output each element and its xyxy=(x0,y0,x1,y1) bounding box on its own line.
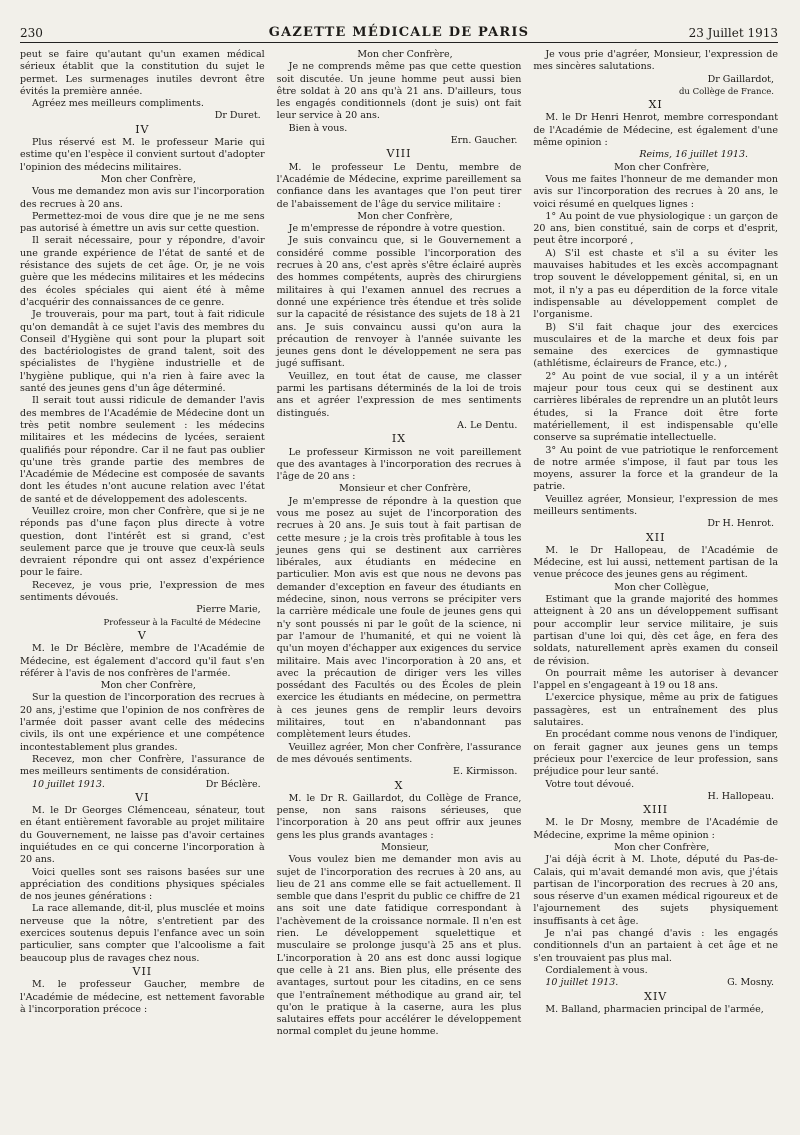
signature: Pierre Marie, xyxy=(196,604,261,616)
salutation: Mon cher Confrère, xyxy=(100,680,196,692)
section-heading: XIV xyxy=(644,989,668,1003)
paragraph: B) S'il fait chaque jour des exercices musculaires et de la marche et deux fois par semaine des exercices de gymnastique (athlétisme, éclaireurs de France, etc.) , xyxy=(533,321,779,370)
paragraph: Le professeur Kirmisson ne voit pareillement que des avantages à l'incorporation des recrues à l'âge de 20 ans : xyxy=(276,446,522,483)
paragraph: Je n'ai pas changé d'avis : les engagés conditionnels d'un an partaient à cet âge et ne s'en trouvaient pas plus mal. xyxy=(533,928,779,964)
paragraph: M. le Dr Béclère, membre de l'Académie de Médecine, est également d'accord qu'il faut s'en référer à l'avis de nos confrères de l'armée. xyxy=(20,643,265,679)
signature: E. Kirmisson. xyxy=(453,766,518,778)
salutation: Mon cher Confrère, xyxy=(357,49,453,60)
paragraph: M. le Dr R. Gaillardot, du Collège de France, pense, non sans raisons sérieuses, que l'incorporation à 20 ans peut offrir aux jeunes gens les plus grands avantages : xyxy=(276,792,522,841)
letter-date: 10 juillet 1913. xyxy=(545,977,619,989)
paragraph: peut se faire qu'autant qu'un examen médical sérieux établit que la constitution du sujet le permet. Les surmenages inutiles devront être évités la première année. xyxy=(20,49,265,97)
section-heading: XI xyxy=(648,98,663,112)
paragraph: Je suis convaincu que, si le Gouvernement a considéré comme possible l'incorporation des recrues à 20 ans, c'est après s'être éclairé auprès des hommes compétents, auprès des chirurgiens militaires à qui l'examen annuel des recrues a donné une expérience très étendue et très solide sur la capacité de résistance des sujets de 18 à 21 ans. Je suis convaincu aussi qu'on aura la précaution de renvoyer à l'année suivante les jeunes gens dont le développement ne sera pas jugé suffisant. xyxy=(276,235,522,370)
section-heading: IX xyxy=(391,432,407,446)
paragraph: A) S'il est chaste et s'il a su éviter les mauvaises habitudes et les excès accompagnant trop souvent le développement génital, si, en un mot, il n'y a pas eu déperdition de la force vitale indispensable au développement complet de l'organisme. xyxy=(533,247,779,321)
paragraph: L'exercice physique, même au prix de fatigues passagères, est un entraînement des plus salutaires. xyxy=(533,692,779,729)
date-signature-row xyxy=(533,977,778,989)
salutation: Mon cher Confrère, xyxy=(100,173,196,185)
paragraph: 3° Au point de vue patriotique le renforcement de notre armée s'impose, il faut par tous les moyens, assurer la force et la grandeur de la patrie. xyxy=(533,444,779,493)
issue-date: 23 Juillet 1913 xyxy=(688,26,778,40)
paragraph: Veuillez, en tout état de cause, me classer parmi les partisans déterminés de la loi de trois ans et agréer l'expression de mes sentiments distingués. xyxy=(276,370,522,419)
paragraph: Sur la question de l'incorporation des recrues à 20 ans, j'estime que l'opinion de nos confrères de l'armée doit passer avant celle des médecins civils, ils ont une expérience et une compétence incontestablement plus grandes. xyxy=(20,692,265,753)
section-heading: XIII xyxy=(643,803,669,817)
paragraph: Voici quelles sont ses raisons basées sur une appréciation des conditions physiques spéciales de nos jeunes générations : xyxy=(20,866,265,903)
paragraph: M. le Dr Georges Clémenceau, sénateur, tout en étant entièrement favorable au projet militaire du Gouvernement, ne laisse pas d'avoir certaines inquiétudes en ce qui concerne l'incorporation à 20 ans. xyxy=(20,805,265,866)
section-heading: X xyxy=(394,778,404,792)
paragraph: Vous me demandez mon avis sur l'incorporation des recrues à 20 ans. xyxy=(20,186,265,210)
paragraph: La race allemande, dit-il, plus musclée et moins nerveuse que la nôtre, s'entretient par des exercices soutenus depuis l'enfance avec un soin particulier, sans compter que l'alcoolisme a fait beaucoup plus de ravages chez nous. xyxy=(20,903,265,964)
signature: Dr H. Henrot. xyxy=(707,518,775,530)
paragraph: Recevez, je vous prie, l'expression de mes sentiments dévoués. xyxy=(20,579,265,604)
paragraph: Vous me faites l'honneur de me demander mon avis sur l'incorporation des recrues à 20 ans, le voici résumé en quelques lignes : xyxy=(533,173,779,210)
paragraph: M. le Dr Henri Henrot, membre correspondant de l'Académie de Médecine, est également d'une même opinion : xyxy=(533,112,779,149)
column-middle xyxy=(277,49,522,1039)
column-left xyxy=(20,49,265,1039)
letter-date: Reims, 16 juillet 1913. xyxy=(639,149,749,161)
signature: A. Le Dentu. xyxy=(457,419,518,431)
section-heading: VI xyxy=(135,790,150,804)
paragraph: Je ne comprends même pas que cette question soit discutée. Un jeune homme peut aussi bien être soldat à 20 ans qu'à 21 ans. D'ailleurs, tous les engagés conditionnels (dont je suis) ont fait leur service à 20 ans. xyxy=(276,61,522,122)
date-signature-row xyxy=(20,779,265,791)
section-heading: VIII xyxy=(386,147,412,161)
paragraph: M. le Dr Hallopeau, de l'Académie de Médecine, est lui aussi, nettement partisan de la venue précoce des jeunes gens au régiment. xyxy=(533,544,779,581)
paragraph: Permettez-moi de vous dire que je ne me sens pas autorisé à émettre un avis sur cette question. xyxy=(20,210,265,235)
salutation: Monsieur et cher Confrère, xyxy=(339,483,471,495)
paragraph: M. Balland, pharmacien principal de l'armée, xyxy=(545,1003,764,1015)
paragraph: Bien à vous. xyxy=(288,122,348,134)
paragraph: Je trouverais, pour ma part, tout à fait ridicule qu'on demandât à ce sujet l'avis des membres du Conseil d'Hygiène qui sont pour la plupart soit des bactériologistes de grand talent, soit des spécialistes de l'hygiène industrielle et de l'hygiène publique, qui n'a rien à faire avec la santé des jeunes gens d'un âge déterminé. xyxy=(20,309,265,395)
paragraph: En procédant comme nous venons de l'indiquer, on ferait gagner aux jeunes gens un temps précieux pour l'exercice de leur profession, sans préjudice pour leur santé. xyxy=(533,729,779,778)
signature: Dr Béclère. xyxy=(205,778,261,790)
paragraph: Veuillez croire, mon cher Confrère, que si je ne réponds pas d'une façon plus directe à votre question, dont l'intérêt est si grand, c'est seulement parce que je trouve que ceux-là seuls devraient répondre qui ont assez d'expérience pour le faire. xyxy=(20,505,265,579)
paragraph: M. le professeur Gaucher, membre de l'Académie de médecine, est nettement favorable à l'incorporation précoce : xyxy=(20,979,265,1015)
salutation: Mon cher Confrère, xyxy=(357,210,453,222)
letter-date: 10 juillet 1913. xyxy=(32,778,105,790)
signature: Ern. Gaucher. xyxy=(450,135,518,147)
paragraph: Estimant que la grande majorité des hommes atteignent à 20 ans un développement suffisant pour accomplir leur service militaire, je suis partisan d'une loi qui, dès cet âge, en fera des soldats, naturellement après examen du conseil de révision. xyxy=(533,594,779,667)
column-right xyxy=(533,49,778,1039)
journal-title: GAZETTE MÉDICALE DE PARIS xyxy=(268,25,530,40)
page-header xyxy=(20,22,778,43)
page-number: 230 xyxy=(20,26,43,40)
salutation: Mon cher Confrère, xyxy=(614,161,710,173)
paragraph: Veuillez agréer, Mon cher Confrère, l'assurance de mes dévoués sentiments. xyxy=(276,741,522,765)
signature: H. Hallopeau. xyxy=(707,790,775,802)
paragraph: Il serait tout aussi ridicule de demander l'avis des membres de l'Académie de Médecine dont un très petit nombre seulement : les médecins militaires et les médecins de lycées, seraient qualifiés pour répondre. Car il ne faut pas oublier qu'une très grande partie des membres de l'Académie de Médecine est composée de savants dont les études n'ont aucune relation avec l'état de santé et de développement des adolescents. xyxy=(20,395,265,505)
paragraph: Agréez mes meilleurs compliments. xyxy=(32,98,204,110)
paragraph: Je vous prie d'agréer, Monsieur, l'expression de mes sincères salutations. xyxy=(533,49,779,73)
section-heading: XII xyxy=(645,530,666,544)
paragraph: Je m'empresse de répondre à la question que vous me posez au sujet de l'incorporation des recrues à 20 ans. Je suis tout à fait partisan de cette mesure ; je la crois très profitable à tous les jeunes gens qui se destinent aux carrières libérales, aux étudiants en médecine en particulier. Mon avis est que nous ne devons pas demander d'exception en faveur des étudiants en médecine, sinon, nous verrons se précipiter vers la carrière médicale une foule de jeunes gens qui n'y sont poussés ni par le goût de la science, ni par l'amour de l'humanité, et qui ne voient là qu'un moyen d'échapper aux exigences du service militaire. Mais avec l'incorporation à 20 ans, et avec la précaution de diriger vers les villes possédant des Facultés ou des Écoles de plein exercice les étudiants en médecine, on permettra à ces jeunes gens de remplir leurs devoirs militaires, tout en n'abandonnant pas complètement leurs études. xyxy=(276,495,522,741)
signature-affiliation: Professeur à la Faculté de Médecine xyxy=(103,617,261,628)
paragraph: Votre tout dévoué. xyxy=(545,778,635,790)
section-heading: VII xyxy=(132,964,153,978)
salutation: Mon cher Confrère, xyxy=(614,842,710,853)
paragraph: Plus réservé est M. le professeur Marie qui estime qu'en l'espèce il convient surtout d'adopter l'opinion des médecins militaires. xyxy=(20,137,265,173)
salutation: Mon cher Collègue, xyxy=(614,581,710,593)
article-columns xyxy=(20,49,778,1039)
paragraph: J'ai déjà écrit à M. Lhote, député du Pas-de-Calais, qui m'avait demandé mon avis, que j'étais partisan de l'incorporation des recrues à 20 ans, sous réserve d'un examen médical rigoureux et de l'ajournement des sujets physiquement insuffisants à cet âge. xyxy=(533,854,779,927)
paragraph: Veuillez agréer, Monsieur, l'expression de mes meilleurs sentiments. xyxy=(533,493,779,517)
section-heading: IV xyxy=(135,122,150,136)
paragraph: On pourrait même les autoriser à devancer l'appel en s'engageant à 19 ou 18 ans. xyxy=(533,667,779,692)
signature: Dr Gaillardot, xyxy=(707,73,775,85)
salutation: Monsieur, xyxy=(381,842,429,853)
signature: G. Mosny. xyxy=(727,977,775,989)
paragraph: Je m'empresse de répondre à votre question. xyxy=(288,223,506,235)
signature-affiliation: du Collège de France. xyxy=(678,86,775,97)
paragraph: M. le Dr Mosny, membre de l'Académie de Médecine, exprime la même opinion : xyxy=(533,817,779,841)
paragraph: 2° Au point de vue social, il y a un intérêt majeur pour tous ceux qui se destinent aux carrières libérales de reprendre un an plutôt leurs études, si la France doit être forte matériellement, il est indispensable qu'elle conserve sa suprématie intellectuelle. xyxy=(533,370,779,444)
paragraph: Recevez, mon cher Confrère, l'assurance de mes meilleurs sentiments de considération. xyxy=(20,753,265,778)
signature: Dr Duret. xyxy=(214,110,261,122)
section-heading: V xyxy=(137,628,147,642)
paragraph: 1° Au point de vue physiologique : un garçon de 20 ans, bien constitué, sain de corps et d'esprit, peut être incorporé , xyxy=(533,210,779,247)
paragraph: M. le professeur Le Dentu, membre de l'Académie de Médecine, exprime pareillement sa confiance dans les avantages que l'on peut tirer de l'abaissement de l'âge du service militaire : xyxy=(276,161,522,210)
paragraph: Vous voulez bien me demander mon avis au sujet de l'incorporation des recrues à 20 ans, au lieu de 21 ans comme elle se fait actuellement. Il semble que dans l'esprit du public ce chiffre de 21 ans soit une date fatidique correspondant à l'achèvement de la croissance normale. Il n'en est rien. Le développement squelettique et musculaire se prolonge jusqu'à 25 ans et plus. L'incorporation à 20 ans est donc aussi logique que celle à 21 ans. Bien plus, elle présente des avantages, surtout pour les citadins, en ce sens que l'entraînement méthodique au grand air, tel qu'on le pratique à la caserne, aura les plus salutaires effets pour accélérer le développement normal complet du jeune homme. xyxy=(276,854,522,1038)
paragraph: Il serait nécessaire, pour y répondre, d'avoir une grande expérience de l'état de santé et de résistance des sujets de cet âge. Or, je ne vois guère que les médecins militaires et les médecins des écoles spéciales qui aient été à même d'acquérir des connaissances de ce genre. xyxy=(20,235,265,308)
paragraph: Cordialement à vous. xyxy=(545,964,648,976)
